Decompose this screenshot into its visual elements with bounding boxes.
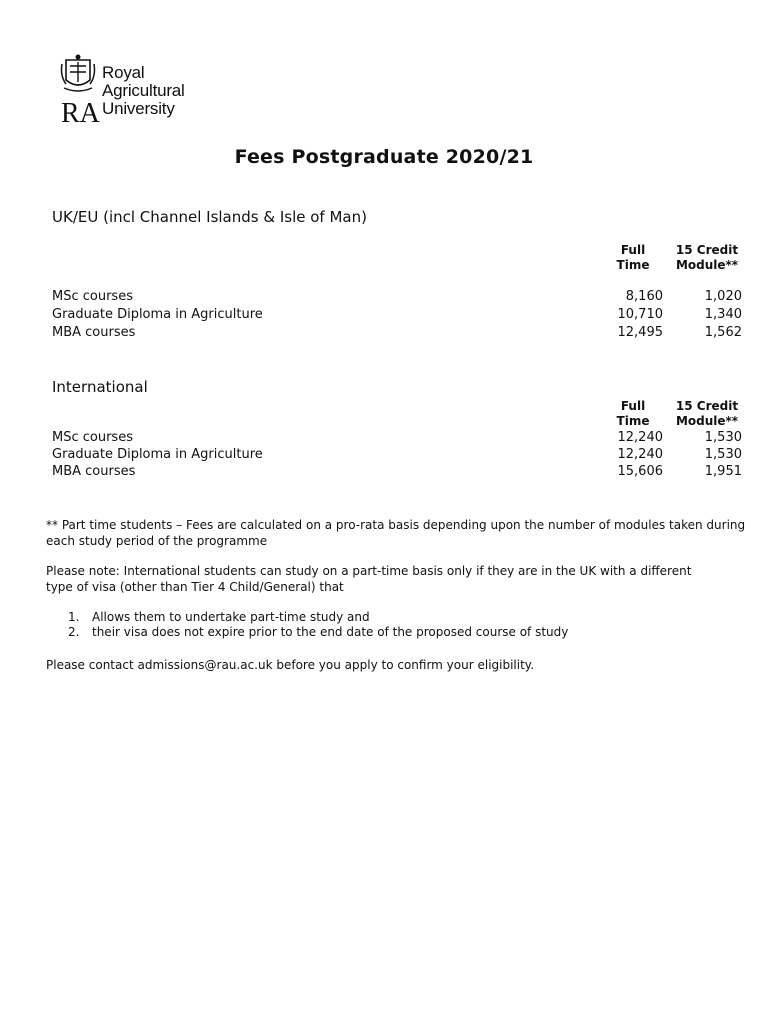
list-text: their visa does not expire prior to the end date of the proposed course of study: [92, 625, 569, 639]
page-title: Fees Postgraduate 2020/21: [234, 146, 534, 168]
table-row: [52, 464, 742, 482]
logo-line-1: Royal: [102, 63, 145, 82]
logo-wordmark: [102, 64, 185, 118]
university-logo: [60, 54, 210, 129]
section-heading-international: International: [52, 378, 148, 396]
eligibility-list: [68, 610, 728, 640]
full-time-fee: 12,240: [617, 430, 663, 445]
contact-note: Please contact admissions@rau.ac.uk before you apply to confirm your eligibility.: [46, 658, 535, 672]
international-note: Please note: International students can study on a part-time basis only if they are in the UK with a different type of visa (other than Tier 4 Child/General) that: [46, 564, 692, 594]
course-name: Graduate Diploma in Agriculture: [52, 307, 263, 322]
module-fee: 1,951: [704, 464, 742, 479]
table-row: [52, 447, 742, 465]
list-item: [68, 625, 728, 640]
course-name: MBA courses: [52, 464, 136, 479]
list-text: Allows them to undertake part-time study and: [92, 610, 370, 624]
col-header-module: 15 Credit Module**: [675, 399, 739, 428]
table-row: [52, 307, 742, 325]
module-fee: 1,340: [704, 307, 742, 322]
module-fee: 1,020: [704, 289, 742, 304]
crest-icon: [60, 54, 100, 129]
course-name: MSc courses: [52, 289, 133, 304]
full-time-fee: 12,240: [617, 447, 663, 462]
full-time-fee: 8,160: [625, 289, 663, 304]
table-row: [52, 325, 742, 343]
list-number: 1.: [68, 610, 80, 624]
module-fee: 1,562: [704, 325, 742, 340]
logo-line-3: University: [102, 99, 175, 118]
course-name: MBA courses: [52, 325, 136, 340]
full-time-fee: 15,606: [617, 464, 663, 479]
table-row: [52, 430, 742, 448]
module-fee: 1,530: [704, 447, 742, 462]
col-header-full-time: Full Time: [616, 399, 650, 428]
logo-line-2: Agricultural: [102, 81, 185, 100]
col-header-full-time: Full Time: [616, 243, 650, 272]
col-header-module: 15 Credit Module**: [675, 243, 739, 272]
part-time-footnote: ** Part time students – Fees are calculated on a pro-rata basis depending upon the number of modules taken during each study period of the programme: [46, 518, 746, 548]
course-name: Graduate Diploma in Agriculture: [52, 447, 263, 462]
full-time-fee: 10,710: [617, 307, 663, 322]
full-time-fee: 12,495: [617, 325, 663, 340]
list-item: [68, 610, 728, 625]
section-heading-uk-eu: UK/EU (incl Channel Islands & Isle of Man): [52, 208, 367, 226]
course-name: MSc courses: [52, 430, 133, 445]
crest-monogram: RA: [61, 98, 100, 129]
module-fee: 1,530: [704, 430, 742, 445]
list-number: 2.: [68, 625, 80, 639]
table-row: [52, 289, 742, 307]
